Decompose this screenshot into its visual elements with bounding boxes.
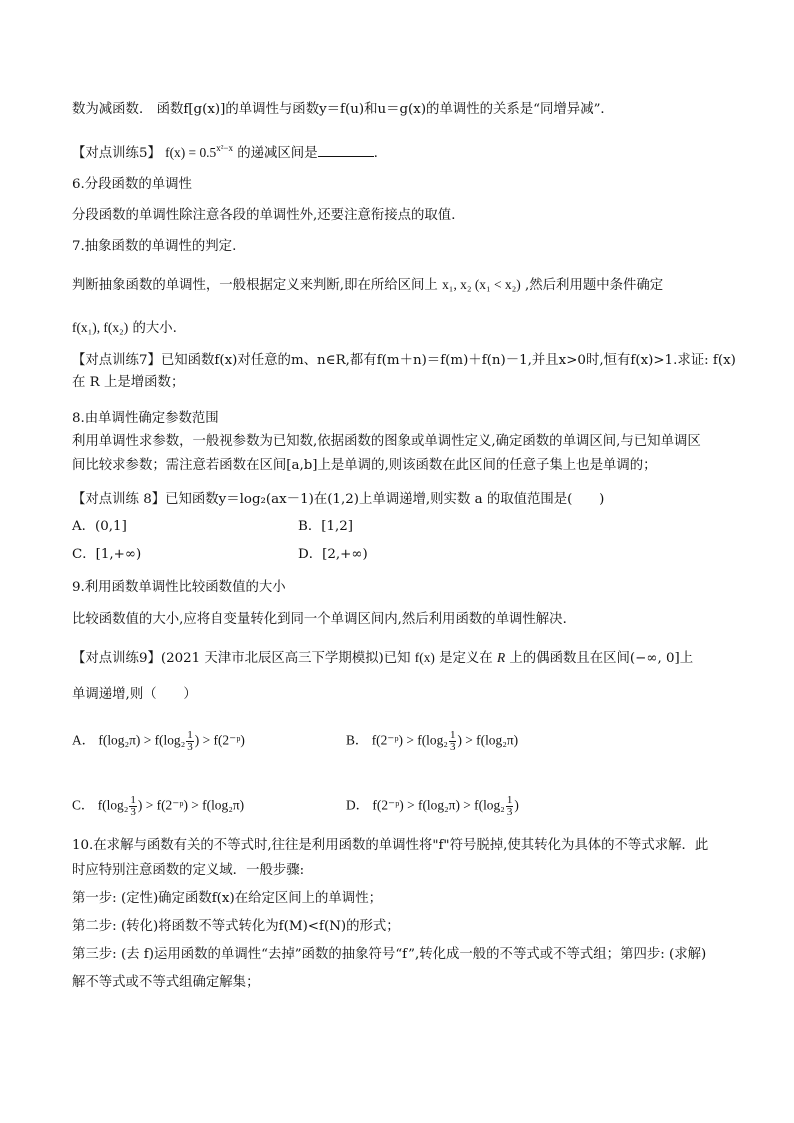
- text-line: 时应特别注意函数的定义域．一般步骤:: [72, 863, 305, 878]
- section-heading-8: 8.由单调性确定参数范围: [72, 411, 219, 426]
- exercise-5: 【对点训练5】 $f(x) = 0.5^{x^2-x}$ 的递减区间是 .: [72, 143, 378, 161]
- section-heading-10: 10.在求解与函数有关的不等式时,往往是利用函数的单调性将"f"符号脱掉,使其转化为具体的不等式求解．此: [72, 838, 709, 853]
- answer-blank[interactable]: [318, 144, 374, 157]
- section-heading-6: 6.分段函数的单调性: [72, 177, 192, 192]
- text-line: 在 R 上是增函数；: [72, 375, 185, 390]
- option-b[interactable]: B． f(2⁻ᵖ) > f(log₂ $\frac{1}{3}$ ) > f(log₂π): [346, 729, 519, 753]
- option-a[interactable]: A． f(log₂π) > f(log₂ $\frac{1}{3}$ ) > f(2⁻ᵖ): [72, 729, 245, 753]
- option-d[interactable]: D．[2,+∞): [298, 547, 368, 562]
- fraction-one-third: $\frac{1}{3}$: [187, 729, 193, 753]
- exercise-9: 【对点训练9】(2021 天津市北辰区高三下学期模拟)已知 f(x) 是定义在 R 上的偶函数且在区间(−∞, 0]上: [72, 650, 694, 666]
- exercise-7: 【对点训练7】已知函数f(x)对任意的m、n∈R,都有f(m＋n)＝f(m)＋f(n)－1,并且x>0时,恒有f(x)>1.求证: f(x): [72, 353, 736, 368]
- exercise-8: 【对点训练 8】已知函数y＝log₂(ax－1)在(1,2)上单调递增,则实数 a 的取值范围是( ): [72, 492, 605, 507]
- text-line: 比较函数值的大小,应将自变量转化到同一个单调区间内,然后利用函数的单调性解决．: [72, 612, 576, 627]
- option-c[interactable]: C． f(log₂ $\frac{1}{3}$ ) > f(2⁻ᵖ) > f(log₂π): [72, 794, 245, 818]
- option-d[interactable]: D． f(2⁻ᵖ) > f(log₂π) > f(log₂ $\frac{1}{3}$ ): [346, 794, 519, 818]
- text-line: 利用单调性求参数，一般视参数为已知数,依据函数的图象或单调性定义,确定函数的单调区间,与已知单调区: [72, 434, 701, 449]
- fraction-one-third: $\frac{1}{3}$: [449, 729, 456, 753]
- step-one: 第一步: (定性)确定函数f(x)在给定区间上的单调性；: [72, 891, 382, 906]
- section-heading-7: 7.抽象函数的单调性的判定.: [72, 239, 237, 254]
- fraction-one-third: $\frac{1}{3}$: [130, 794, 136, 818]
- text-line: 判断抽象函数的单调性，一般根据定义来判断,即在所给区间上 x₁, x₂ (x₁ < x₂) ,然后利用题中条件确定: [72, 277, 664, 293]
- step-four: 解不等式或不等式组确定解集；: [72, 975, 260, 990]
- option-a[interactable]: A．(0,1]: [72, 519, 127, 534]
- option-c[interactable]: C．[1,+∞): [72, 547, 142, 562]
- fraction-one-third: $\frac{1}{3}$: [506, 794, 513, 818]
- option-b[interactable]: B．[1,2]: [298, 519, 353, 534]
- text-line: 分段函数的单调性除注意各段的单调性外,还要注意衔接点的取值．: [72, 208, 465, 223]
- text-line: 数为减函数． 函数f[g(x)]的单调性与函数y＝f(u)和u＝g(x)的单调性的关系是“同增异减”．: [72, 102, 614, 117]
- step-three: 第三步: (去 f)运用函数的单调性“去掉”函数的抽象符号“f”,转化成一般的不等式或不等式组；第四步: (求解): [72, 947, 707, 962]
- section-heading-9: 9.利用函数单调性比较函数值的大小: [72, 580, 286, 595]
- step-two: 第二步: (转化)将函数不等式转化为f(M)<f(N)的形式；: [72, 919, 400, 934]
- text-line: 单调递增,则（ ）: [72, 687, 197, 702]
- text-line: 间比较求参数；需注意若函数在区间[a,b]上是单调的,则该函数在此区间的任意子集上也是单调的；: [72, 458, 657, 473]
- text-line: f(x₁), f(x₂) 的大小.: [72, 320, 177, 336]
